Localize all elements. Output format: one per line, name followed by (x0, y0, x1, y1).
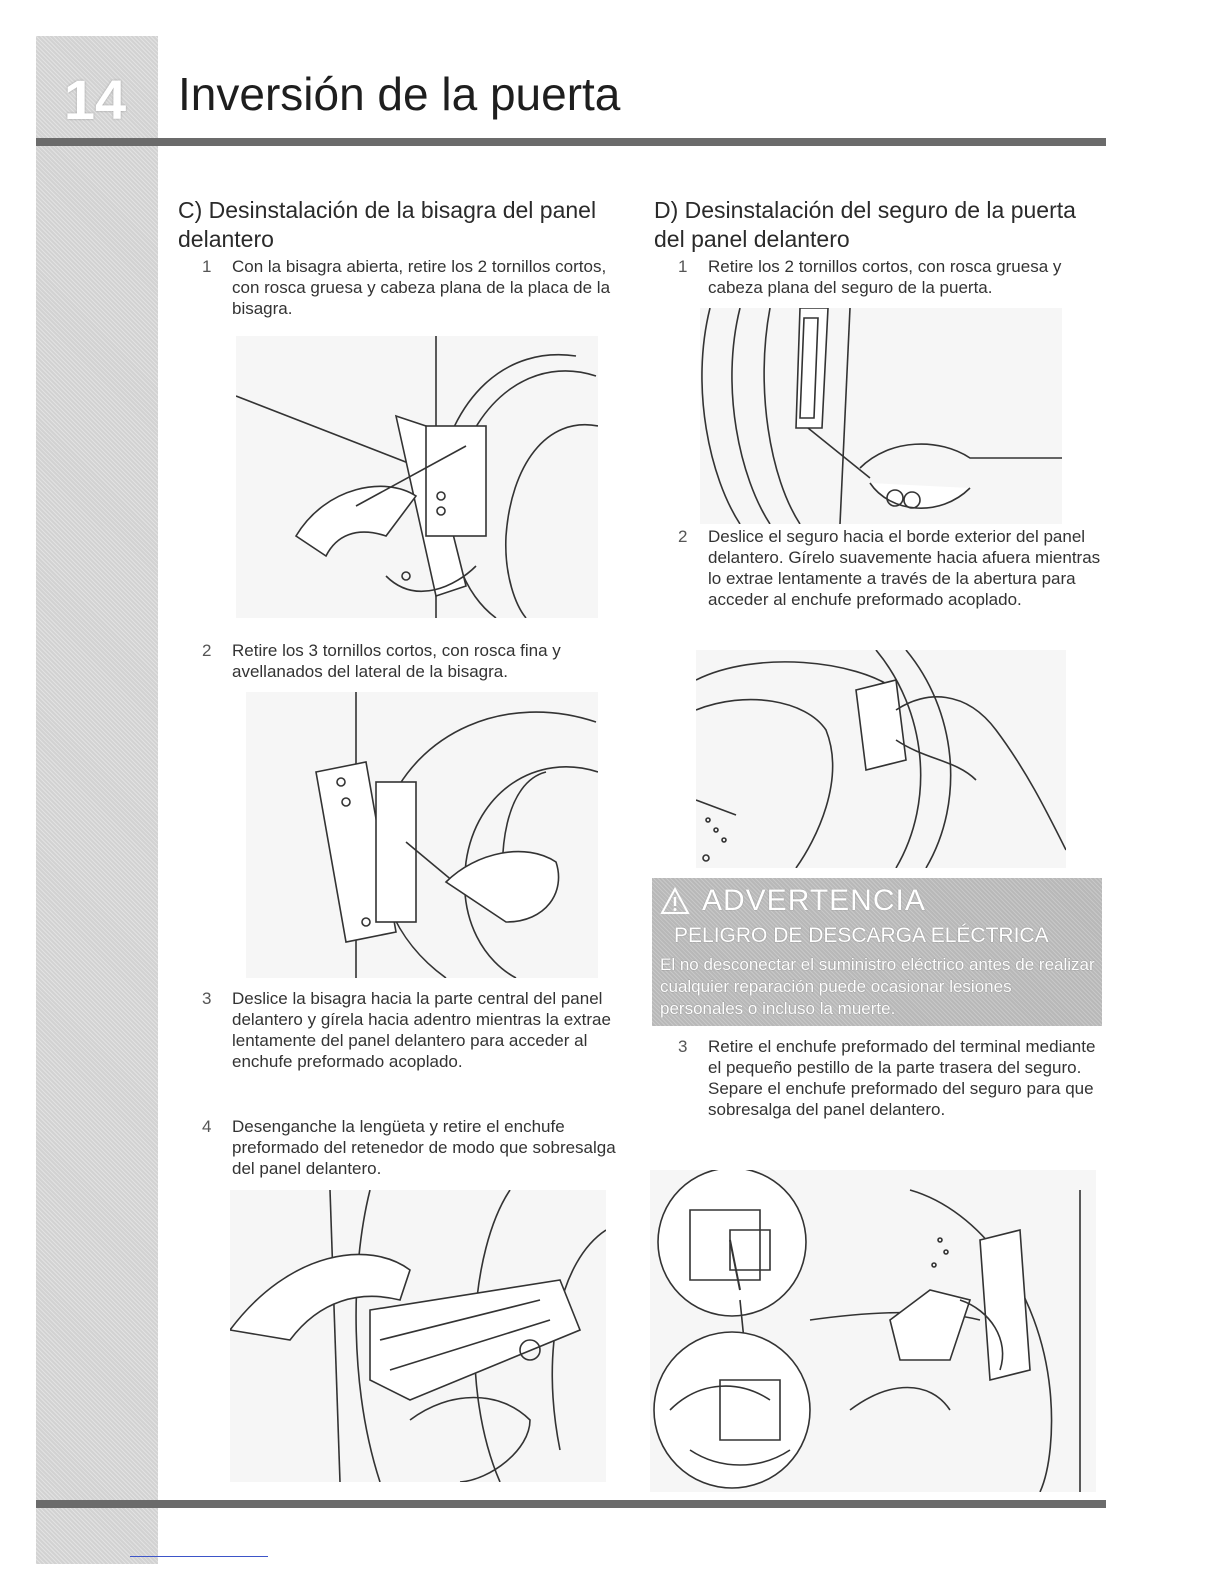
warning-title: ADVERTENCIA (702, 884, 926, 917)
page-number: 14 (63, 68, 127, 131)
step-text: Deslice el seguro hacia el borde exterior del panel delantero. Gírelo suavemente hacia afuera mientras lo extrae lentamente a través de la abertura para acceder al enchufe preformado acoplado. (708, 527, 1101, 609)
footer-rule (36, 1500, 1106, 1508)
section-c-step-3 (202, 988, 622, 1072)
figure-door-lock-screws (700, 308, 1062, 524)
section-d-heading: D) Desinstalación del seguro de la puerta del panel delantero (654, 197, 1076, 252)
page-title: Inversión de la puerta (178, 68, 621, 120)
figure-hinge-plate-screws (236, 336, 598, 618)
figure-slide-lock-out (696, 650, 1066, 868)
step-number: 2 (202, 641, 212, 660)
step-text: Retire los 3 tornillos cortos, con rosca fina y avellanados del lateral de la bisagra. (232, 641, 561, 681)
figure-release-plug-tab (230, 1190, 606, 1482)
step-text: Desenganche la lengüeta y retire el enchufe preformado del retenedor de modo que sobresalga del panel delantero. (232, 1117, 616, 1178)
figure-hinge-side-screws (246, 692, 598, 978)
section-c-step-2 (202, 640, 622, 682)
section-d-step-1 (678, 256, 1104, 298)
page-sidebar-band (36, 36, 158, 1564)
warning-header (660, 884, 926, 918)
step-number: 3 (202, 989, 212, 1008)
step-text: Con la bisagra abierta, retire los 2 tornillos cortos, con rosca gruesa y cabeza plana de la placa de la bisagra. (232, 257, 611, 318)
section-d-step-2 (678, 526, 1104, 610)
figure-remove-plug-latch (650, 1170, 1096, 1492)
section-c-heading: C) Desinstalación de la bisagra del panel delantero (178, 197, 597, 252)
step-number: 1 (678, 257, 688, 276)
footer-link-underline (130, 1556, 268, 1557)
section-d-step-3 (678, 1036, 1104, 1120)
step-text: Deslice la bisagra hacia la parte central del panel delantero y gírela hacia adentro mientras la extrae lentamente del panel delantero para acceder al enchufe preformado acoplado. (232, 989, 611, 1071)
warning-subtitle: PELIGRO DE DESCARGA ELÉCTRICA (674, 924, 1049, 947)
step-number: 4 (202, 1117, 212, 1136)
step-number: 2 (678, 527, 688, 546)
step-number: 1 (202, 257, 212, 276)
step-text: Retire los 2 tornillos cortos, con rosca gruesa y cabeza plana del seguro de la puerta. (708, 257, 1062, 297)
warning-body: El no desconectar el suministro eléctrico antes de realizar cualquier reparación puede ocasionar lesiones personales o incluso la muerte. (660, 955, 1095, 1018)
header-rule (36, 138, 1106, 146)
section-c-step-1 (202, 256, 622, 319)
section-c-step-4 (202, 1116, 622, 1179)
step-number: 3 (678, 1037, 688, 1056)
warning-box (652, 878, 1102, 1026)
step-text: Retire el enchufe preformado del terminal mediante el pequeño pestillo de la parte trasera del seguro. Separe el enchufe preformado del seguro para que sobresalga del panel delantero. (708, 1037, 1096, 1119)
warning-triangle-icon (660, 887, 690, 915)
